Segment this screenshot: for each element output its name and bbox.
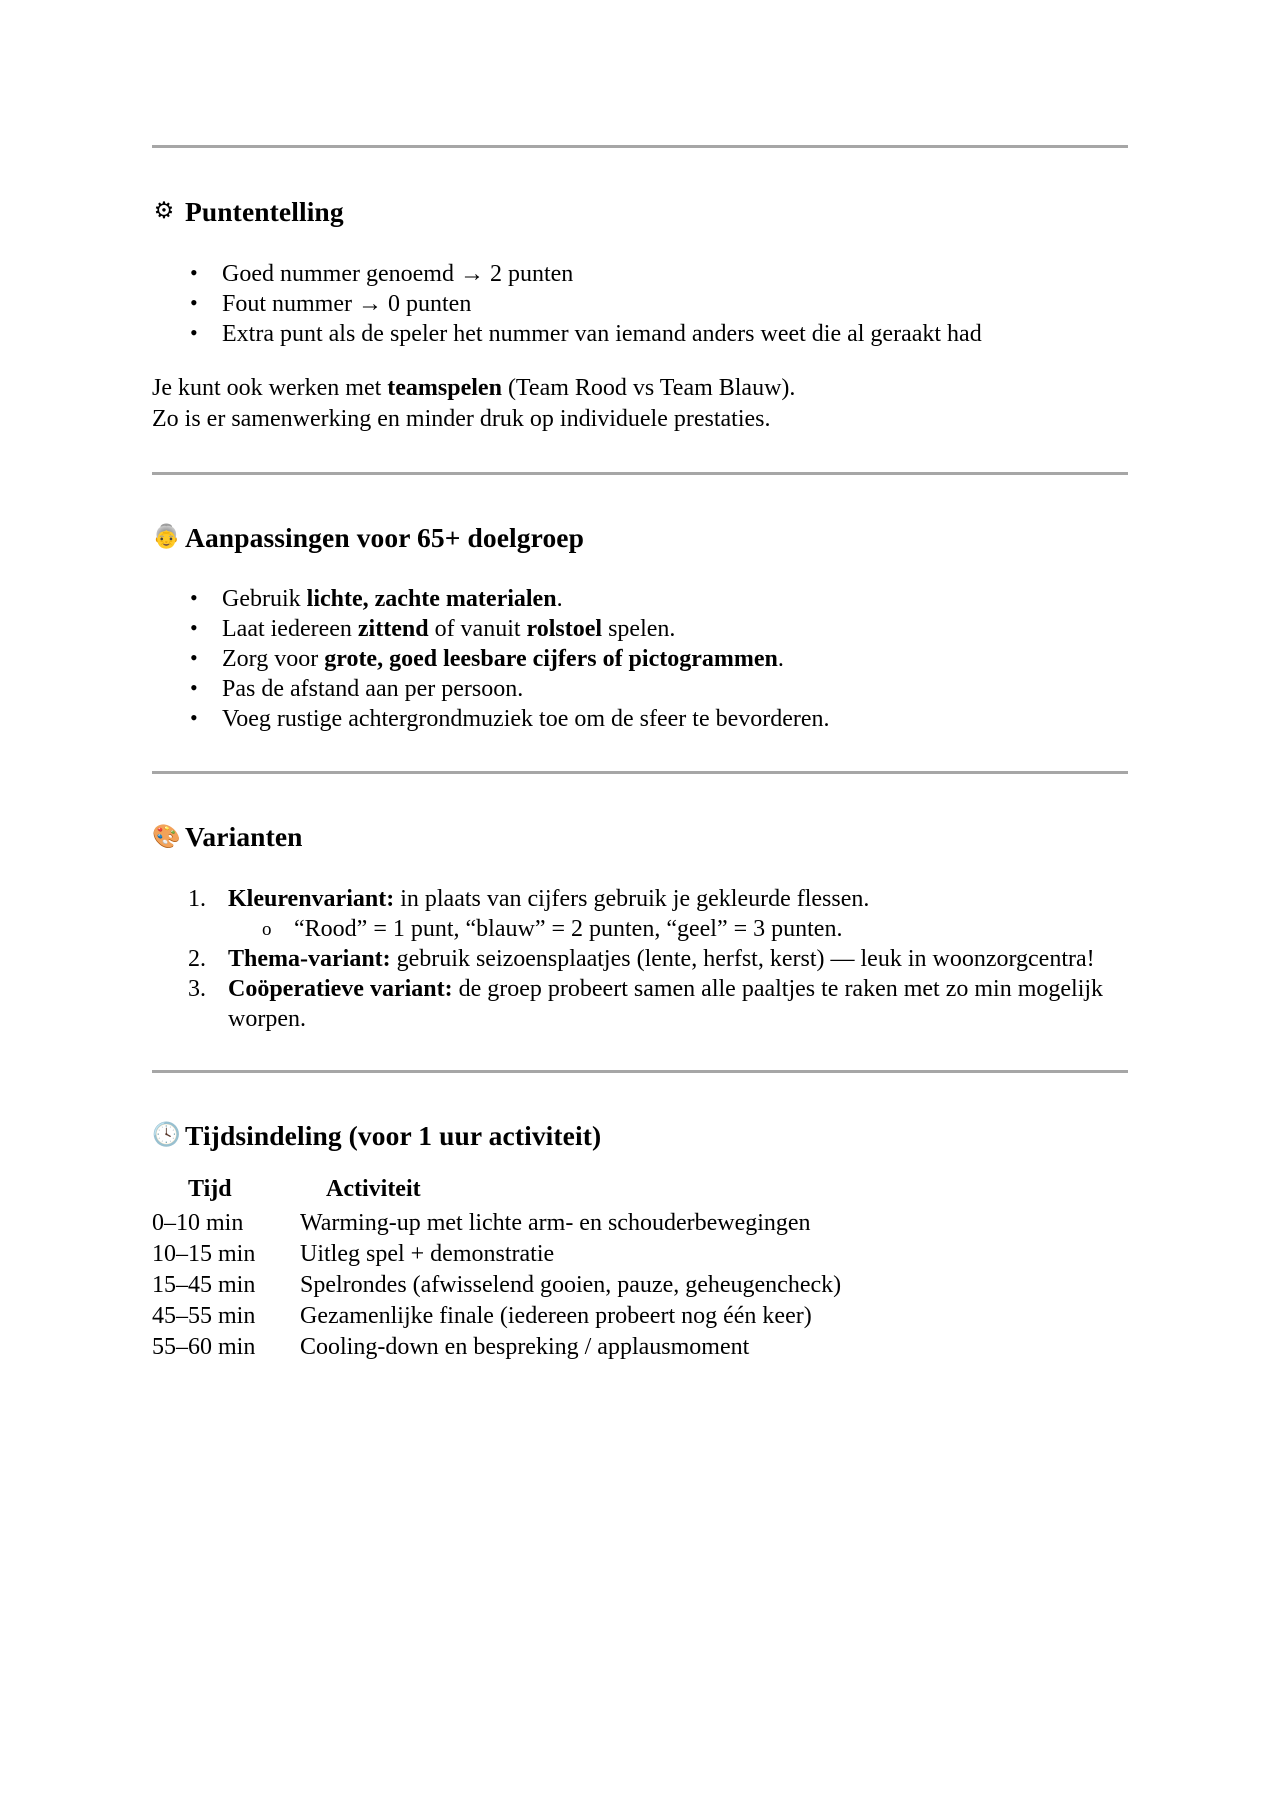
sub-list-item — [228, 914, 1128, 944]
list-item — [152, 884, 1128, 944]
list-item-text-post: . — [556, 586, 563, 613]
cell-time: 0–10 min — [152, 1209, 244, 1236]
cell-activity: Cooling-down en bespreking / applausmoment — [300, 1333, 750, 1360]
list-item — [152, 259, 1128, 289]
list-item-text: de groep probeert samen alle paaltjes te raken met zo min mogelijk worpen. — [228, 975, 1104, 1032]
cell-time: 10–15 min — [152, 1240, 256, 1267]
list-item-bold: Coöperatieve variant: — [228, 975, 453, 1002]
list-item — [152, 644, 1128, 674]
list-item-bold: Kleurenvariant: — [228, 885, 395, 912]
heading-puntentelling-label: Puntentelling — [185, 196, 344, 227]
schedule-table — [152, 1174, 841, 1363]
list-item — [152, 944, 1128, 974]
table-row — [152, 1239, 841, 1270]
list-item-text: gebruik seizoensplaatjes (lente, herfst, kerst) — leuk in woonzorgcentra! — [390, 945, 1095, 972]
list-item-bold: grote, goed leesbare cijfers of pictogrammen — [324, 646, 778, 673]
list-item-text: Laat iedereen — [222, 616, 358, 643]
cell-time: 15–45 min — [152, 1271, 256, 1298]
list-item — [152, 704, 1128, 734]
list-item — [152, 614, 1128, 644]
spacer — [152, 1073, 1128, 1120]
spacer — [152, 148, 1128, 196]
heading-aanpassingen — [152, 522, 1128, 554]
list-item — [152, 319, 1128, 349]
schedule-table-body — [152, 1208, 841, 1363]
column-header-tijd: Tijd — [188, 1175, 232, 1202]
cell-activity: Warming-up met lichte arm- en schouderbewegingen — [300, 1209, 811, 1236]
table-row — [152, 1301, 841, 1332]
list-item-text: Zorg voor — [222, 646, 325, 673]
list-item-text-mid: of vanuit — [428, 616, 527, 643]
document-content — [152, 0, 1128, 1363]
cell-time: 45–55 min — [152, 1302, 256, 1329]
spacer — [152, 1152, 1128, 1174]
list-item-text-post: spelen. — [602, 616, 676, 643]
column-header-activiteit: Activiteit — [326, 1175, 421, 1202]
list-item-text: in plaats van cijfers gebruik je gekleurde flessen. — [394, 885, 870, 912]
heading-puntentelling — [152, 196, 1128, 228]
paragraph-text-bold: teamspelen — [387, 374, 502, 401]
list-aanpassingen — [152, 584, 1128, 734]
spacer — [152, 853, 1128, 884]
table-row — [152, 1208, 841, 1239]
list-item-bold: zittend — [357, 616, 429, 643]
clock-icon: 🕓 — [152, 1122, 181, 1149]
list-puntentelling — [152, 259, 1128, 349]
list-item-bold: lichte, zachte materialen — [306, 586, 557, 613]
spacer — [152, 475, 1128, 522]
heading-tijdsindeling-label: Tijdsindeling (voor 1 uur activiteit) — [185, 1119, 602, 1151]
list-item — [152, 974, 1128, 1034]
heading-varianten — [152, 821, 1128, 853]
list-item-bold: Thema-variant: — [228, 945, 391, 972]
spacer — [152, 228, 1128, 259]
spacer — [152, 774, 1128, 821]
list-item-text: Gebruik — [222, 586, 307, 613]
list-item-text-post: . — [777, 646, 784, 673]
heading-tijdsindeling — [152, 1120, 1128, 1152]
cell-activity: Spelrondes (afwisselend gooien, pauze, geheugencheck) — [300, 1271, 842, 1298]
table-header-row — [152, 1174, 841, 1208]
list-varianten — [152, 884, 1128, 1034]
schedule-table-head — [152, 1174, 841, 1208]
heading-varianten-label: Varianten — [185, 821, 303, 853]
list-item — [152, 289, 1128, 319]
heading-aanpassingen-label: Aanpassingen voor 65+ doelgroep — [185, 521, 584, 553]
cell-time: 55–60 min — [152, 1333, 256, 1360]
paragraph-text-pre: Je kunt ook werken met — [152, 374, 388, 401]
list-item — [152, 584, 1128, 614]
paragraph-teamspelen — [152, 373, 1128, 435]
list-item-text: Fout nummer → 0 punten — [222, 290, 472, 317]
cell-activity: Gezamenlijke finale (iedereen probeert nog één keer) — [300, 1302, 812, 1329]
list-item — [152, 674, 1128, 704]
older-woman-icon: 👵 — [152, 523, 181, 550]
table-row — [152, 1270, 841, 1301]
artist-palette-icon: 🎨 — [152, 823, 181, 850]
list-item-text: Pas de afstand aan per persoon. — [222, 676, 524, 703]
spacer — [152, 349, 1128, 373]
sub-list-kleurenvariant — [228, 914, 1128, 944]
spacer — [152, 553, 1128, 584]
paragraph-text-line2: Zo is er samenwerking en minder druk op individuele prestaties. — [152, 405, 771, 432]
list-item-text: Voeg rustige achtergrondmuziek toe om de sfeer te bevorderen. — [222, 706, 830, 733]
table-row — [152, 1332, 841, 1363]
gear-icon: ⚙ — [153, 198, 175, 225]
list-item-text: Goed nummer genoemd → 2 punten — [222, 260, 574, 287]
sub-list-item-text: “Rood” = 1 punt, “blauw” = 2 punten, “geel” = 3 punten. — [294, 915, 843, 942]
paragraph-text-post: (Team Rood vs Team Blauw). — [501, 374, 796, 401]
cell-activity: Uitleg spel + demonstratie — [300, 1240, 555, 1267]
list-item-text: Extra punt als de speler het nummer van iemand anders weet die al geraakt had — [222, 320, 982, 347]
list-item-bold-2: rolstoel — [526, 616, 603, 643]
